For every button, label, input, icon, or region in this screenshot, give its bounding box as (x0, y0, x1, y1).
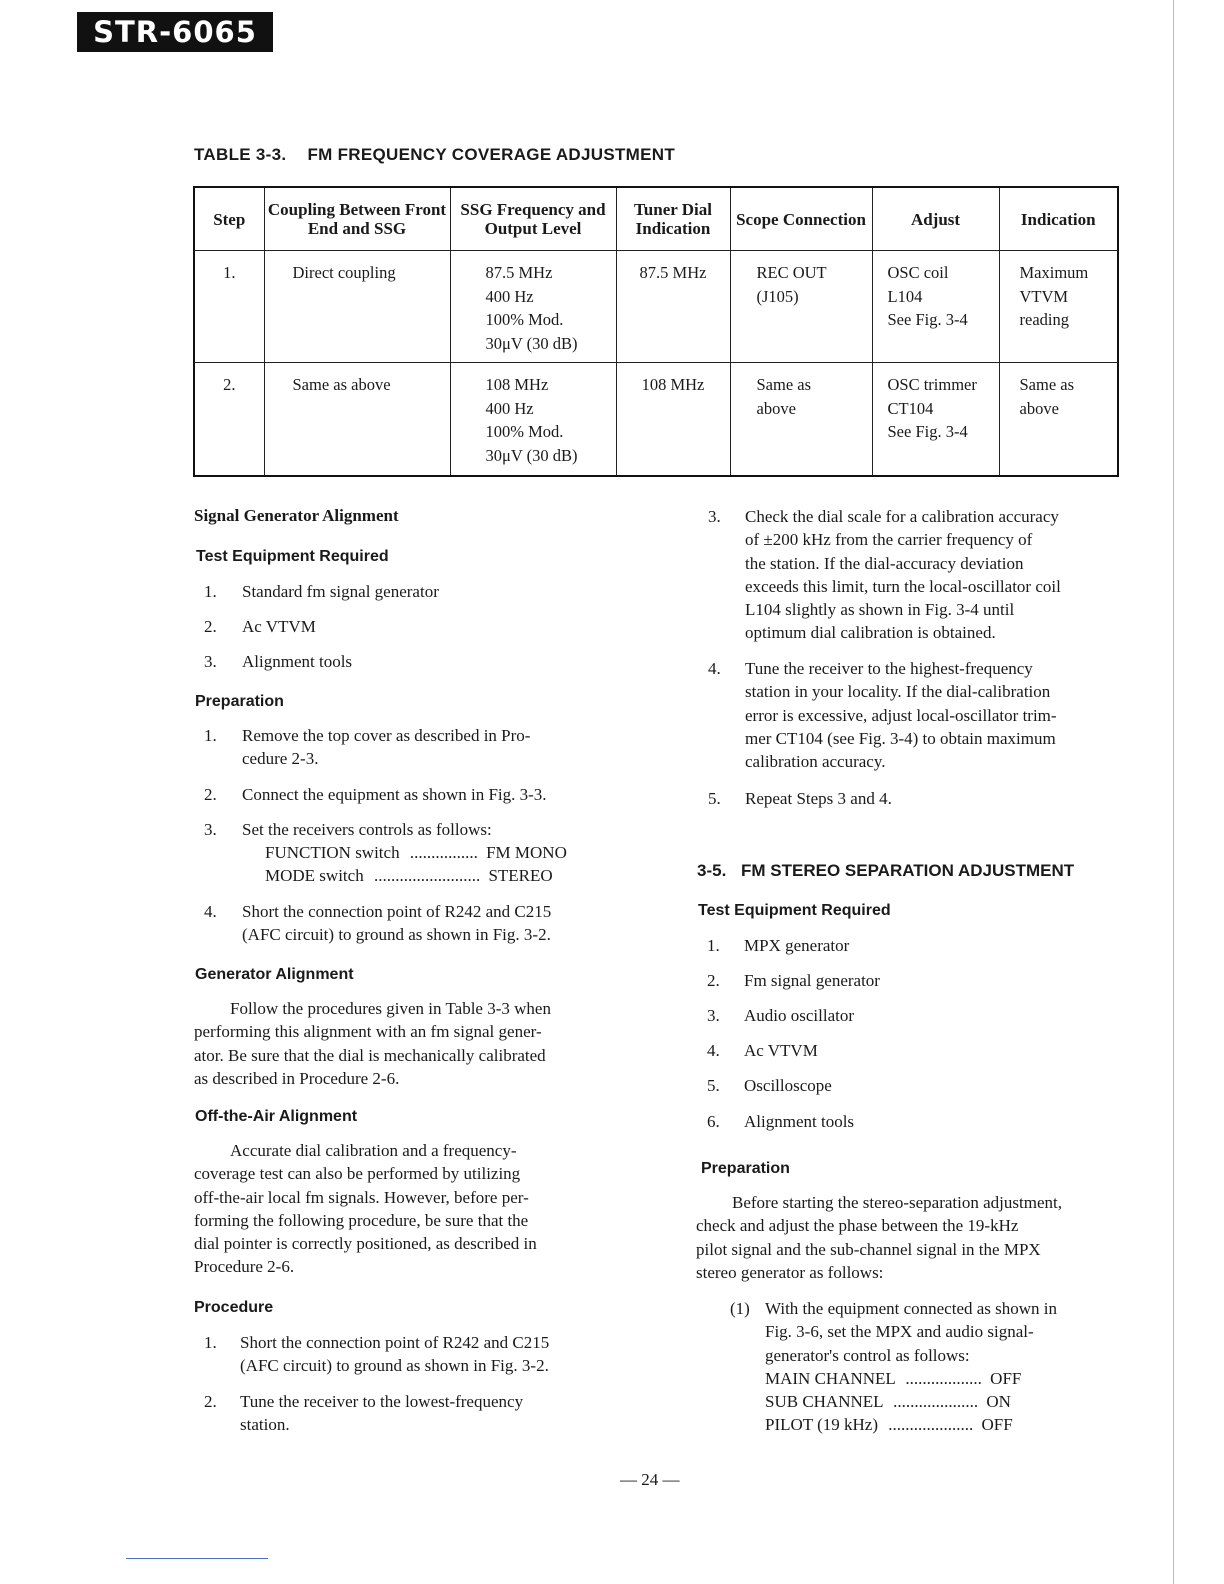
control-value: ON (986, 1392, 1011, 1411)
list-item-text (242, 724, 614, 771)
cell-scope (730, 363, 872, 476)
leader-dots: .................. (905, 1369, 982, 1388)
header-coupling: Coupling Between Front End and SSG (264, 187, 450, 251)
text-line: forming the following procedure, be sure that the (194, 1210, 529, 1230)
text-line: Short the connection point of R242 and C215 (240, 1333, 550, 1352)
text-line: Check the dial scale for a calibration accuracy (745, 507, 1059, 526)
item-number: 1. (204, 1333, 217, 1352)
text-line: dial pointer is correctly positioned, as described in (194, 1234, 537, 1254)
item-number: 3. (707, 1006, 720, 1025)
cell-scope (730, 251, 872, 363)
list-item-text: Ac VTVM (744, 1041, 818, 1060)
table-row (194, 251, 1118, 363)
text-line: cedure 2-3. (242, 749, 319, 769)
item-number: 3. (204, 652, 217, 671)
text-line: Short the connection point of R242 and C215 (242, 902, 552, 921)
control-setting (265, 841, 567, 864)
test-equipment-heading: Test Equipment Required (196, 548, 389, 565)
preparation-heading: Preparation (195, 693, 284, 710)
list-item-text (240, 1390, 614, 1437)
text-line: Follow the procedures given in Table 3-3 when (230, 999, 551, 1018)
page-edge-divider (1173, 0, 1174, 1584)
text-line: pilot signal and the sub-channel signal in the MPX (696, 1239, 1041, 1259)
cell-adjust (872, 363, 999, 476)
header-step: Step (194, 187, 264, 251)
ssg-line: 30μV (30 dB) (485, 445, 578, 465)
ssg-line: 108 MHz (485, 375, 549, 395)
cell-coupling: Same as above (264, 363, 450, 476)
test-equipment-heading: Test Equipment Required (698, 902, 891, 919)
ssg-line: 30μV (30 dB) (485, 333, 578, 353)
control-name: MAIN CHANNEL (765, 1369, 896, 1388)
control-name: PILOT (19 kHz) (765, 1415, 878, 1434)
adjust-line: L104 (887, 286, 923, 306)
item-number: 2. (204, 785, 217, 804)
generator-alignment-heading: Generator Alignment (195, 966, 354, 983)
text-line: exceeds this limit, turn the local-oscillator coil (745, 576, 1061, 596)
footer-rule (126, 1558, 268, 1559)
control-setting (765, 1367, 1021, 1390)
table-title-text: FM FREQUENCY COVERAGE ADJUSTMENT (307, 145, 676, 164)
item-number: 3. (708, 507, 721, 526)
control-name: MODE switch (265, 866, 364, 885)
text-line: the station. If the dial-accuracy deviation (745, 553, 1024, 573)
text-line: Tune the receiver to the highest-frequency (745, 659, 1033, 678)
adjust-line: See Fig. 3-4 (887, 422, 968, 442)
control-setting (765, 1413, 1013, 1436)
text-line: calibration accuracy. (745, 752, 886, 772)
sub-item-number: (1) (730, 1299, 750, 1318)
step-text (745, 657, 1120, 773)
indication-line: VTVM (1019, 286, 1069, 306)
text-line: performing this alignment with an fm signal gener- (194, 1022, 542, 1042)
indication-line: above (1019, 398, 1059, 418)
list-item-text: Connect the equipment as shown in Fig. 3-3. (242, 785, 547, 804)
preparation-heading: Preparation (701, 1160, 790, 1177)
scope-line: Same as (756, 375, 812, 395)
text-line: optimum dial calibration is obtained. (745, 623, 996, 643)
page-number: — 24 — (620, 1470, 680, 1489)
item-number: 2. (204, 1392, 217, 1411)
step-text (745, 505, 1120, 645)
text-line: station in your locality. If the dial-calibration (745, 682, 1051, 702)
cell-dial: 87.5 MHz (616, 251, 730, 363)
list-item-text: Fm signal generator (744, 971, 880, 990)
control-value: STEREO (488, 866, 553, 885)
text-line: stereo generator as follows: (696, 1262, 884, 1282)
text-line: error is excessive, adjust local-oscillator trim- (745, 705, 1057, 725)
generator-alignment-paragraph (194, 997, 614, 1090)
text-line: Accurate dial calibration and a frequency- (230, 1141, 517, 1160)
cell-ssg (450, 251, 616, 363)
item-number: 1. (707, 936, 720, 955)
cell-step: 1. (194, 251, 264, 363)
ssg-line: 100% Mod. (485, 422, 564, 442)
leader-dots: .................... (893, 1392, 979, 1411)
item-number: 4. (707, 1041, 720, 1060)
control-name: SUB CHANNEL (765, 1392, 883, 1411)
procedure-heading: Procedure (194, 1299, 274, 1316)
model-badge: STR-6065 (77, 12, 273, 52)
adjust-line: OSC trimmer (887, 375, 977, 395)
header-scope: Scope Connection (730, 187, 872, 251)
item-number: 3. (204, 820, 217, 839)
cell-dial: 108 MHz (616, 363, 730, 476)
table-number: TABLE 3-3. (194, 145, 287, 164)
text-line: station. (240, 1415, 290, 1435)
scope-line: above (756, 398, 796, 418)
header-adjust: Adjust (872, 187, 999, 251)
header-dial: Tuner Dial Indication (616, 187, 730, 251)
cell-ssg (450, 363, 616, 476)
table-header-row (194, 187, 1118, 251)
table-title (194, 145, 675, 165)
scope-line: (J105) (756, 286, 799, 306)
leader-dots: .................... (888, 1415, 974, 1434)
text-line: With the equipment connected as shown in (765, 1299, 1058, 1318)
list-item-text: Standard fm signal generator (242, 582, 439, 601)
list-item-text: Alignment tools (744, 1112, 855, 1131)
text-line: Procedure 2-6. (194, 1257, 295, 1277)
text-line: (AFC circuit) to ground as shown in Fig. 3-2. (240, 1356, 549, 1376)
control-value: OFF (990, 1369, 1022, 1388)
list-item-text: MPX generator (744, 936, 850, 955)
signal-generator-heading: Signal Generator Alignment (194, 506, 399, 525)
leader-dots: ......................... (373, 866, 481, 885)
text-line: ator. Be sure that the dial is mechanically calibrated (194, 1045, 546, 1065)
off-the-air-heading: Off-the-Air Alignment (195, 1108, 358, 1125)
list-item-text: Alignment tools (242, 652, 353, 671)
list-item-text (242, 900, 614, 947)
list-item-text: Ac VTVM (242, 617, 316, 636)
text-line: check and adjust the phase between the 19-kHz (696, 1216, 1019, 1236)
list-item-text: Set the receivers controls as follows: (242, 820, 492, 839)
text-line: off-the-air local fm signals. However, before per- (194, 1187, 529, 1207)
sub-item-text (765, 1297, 1120, 1367)
list-item-text (240, 1331, 614, 1378)
control-name: FUNCTION switch (265, 843, 400, 862)
text-line: as described in Procedure 2-6. (194, 1068, 400, 1088)
cell-adjust (872, 251, 999, 363)
control-value: FM MONO (486, 843, 567, 862)
cell-coupling: Direct coupling (264, 251, 450, 363)
list-item-text: Oscilloscope (744, 1076, 832, 1095)
item-number: 2. (204, 617, 217, 636)
leader-dots: ................ (409, 843, 478, 862)
section-number: 3-5. (697, 861, 727, 880)
adjust-line: See Fig. 3-4 (887, 310, 968, 329)
text-line: of ±200 kHz from the carrier frequency of (745, 530, 1033, 550)
item-number: 1. (204, 582, 217, 601)
section-heading (697, 859, 1074, 882)
text-line: (AFC circuit) to ground as shown in Fig. 3-2. (242, 925, 551, 945)
coverage-table (193, 186, 1119, 477)
control-value: OFF (981, 1415, 1013, 1434)
item-number: 4. (204, 902, 217, 921)
indication-line: reading (1019, 310, 1069, 329)
cell-step: 2. (194, 363, 264, 476)
header-ssg: SSG Frequency and Output Level (450, 187, 616, 251)
text-line: Before starting the stereo-separation adjustment, (732, 1193, 1062, 1212)
text-line: generator's control as follows: (765, 1345, 970, 1365)
adjust-line: OSC coil (887, 263, 949, 282)
text-line: mer CT104 (see Fig. 3-4) to obtain maximum (745, 728, 1056, 748)
table-row (194, 363, 1118, 476)
step-text: Repeat Steps 3 and 4. (745, 789, 892, 808)
ssg-line: 400 Hz (485, 286, 534, 306)
cell-indication (999, 251, 1118, 363)
adjust-line: CT104 (887, 398, 934, 418)
text-line: Fig. 3-6, set the MPX and audio signal- (765, 1322, 1034, 1342)
item-number: 5. (708, 789, 721, 808)
preparation-paragraph (696, 1191, 1120, 1284)
text-line: Tune the receiver to the lowest-frequency (240, 1392, 524, 1411)
item-number: 4. (708, 659, 721, 678)
ssg-line: 100% Mod. (485, 310, 564, 329)
control-setting (265, 864, 553, 887)
section-title: FM STEREO SEPARATION ADJUSTMENT (741, 861, 1075, 880)
item-number: 1. (204, 726, 217, 745)
ssg-line: 87.5 MHz (485, 263, 553, 282)
item-number: 5. (707, 1076, 720, 1095)
text-line: L104 slightly as shown in Fig. 3-4 until (745, 600, 1015, 620)
scope-line: REC OUT (756, 263, 827, 282)
ssg-line: 400 Hz (485, 398, 534, 418)
list-item-text: Audio oscillator (744, 1006, 855, 1025)
control-setting (765, 1390, 1011, 1413)
off-the-air-paragraph (194, 1139, 614, 1279)
item-number: 2. (707, 971, 720, 990)
cell-indication (999, 363, 1118, 476)
header-indication: Indication (999, 187, 1118, 251)
text-line: Remove the top cover as described in Pro- (242, 726, 531, 745)
list-item (204, 580, 217, 603)
indication-line: Same as (1019, 375, 1075, 395)
text-line: coverage test can also be performed by utilizing (194, 1164, 521, 1184)
indication-line: Maximum (1019, 263, 1089, 282)
item-number: 6. (707, 1112, 720, 1131)
